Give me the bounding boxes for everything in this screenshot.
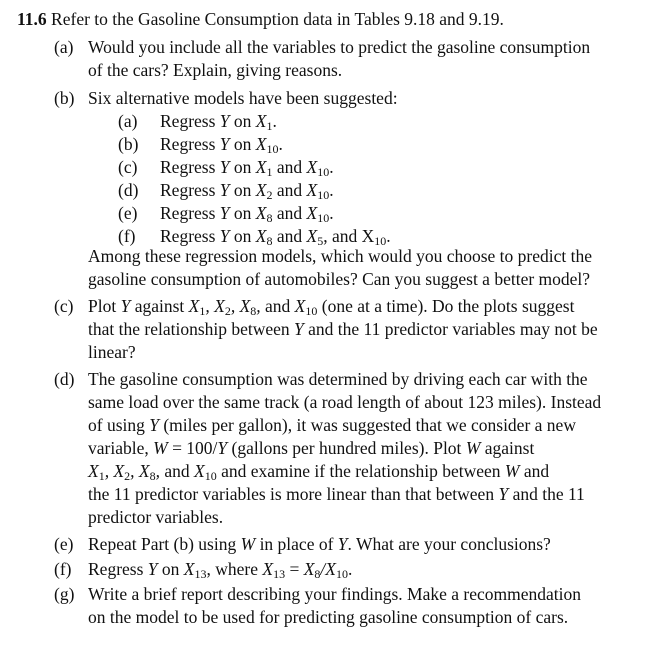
model-label: (c) [118, 157, 138, 177]
model-label: (b) [118, 134, 139, 154]
part-a-line-2: of the cars? Explain, giving reasons. [88, 60, 343, 80]
math-y: Y [149, 415, 159, 435]
model-item: Regress Y on $X_1$. [160, 111, 277, 133]
math-x-list: $X_1$, $X_2$, $X_8$, [188, 296, 261, 318]
text-fragment: = 100/ [172, 438, 218, 458]
math-x10: $X_{10}$ [194, 461, 217, 483]
math-y: Y [147, 559, 158, 579]
model-item: Regress Y on $X_{10}$. [160, 134, 283, 156]
part-g-line-2: on the model to be used for predicting gasoline consumption of cars. [88, 607, 569, 627]
text-fragment: against [134, 296, 185, 316]
text-fragment: Repeat Part (b) using [88, 534, 237, 554]
math-w: W [240, 534, 256, 554]
part-e-label: (e) [54, 534, 74, 554]
part-g-line-1: Write a brief report describing your findings. Make a recommendation [88, 584, 582, 604]
model-item: Regress Y on $X_1$ and $X_{10}$. [160, 157, 334, 179]
model-label: (f) [118, 226, 136, 246]
part-b-line-1: Six alternative models have been suggested: [88, 88, 398, 108]
model-item: Regress Y on $X_8$ and $X_5$, and $X_{10}$. [160, 226, 391, 248]
text-fragment: . What are your conclusions? [347, 534, 551, 554]
part-d-line-3 [88, 414, 576, 436]
math-x13: $X_{13}$ [183, 559, 207, 581]
text-and: and [265, 296, 291, 316]
text-fragment: and the 11 [512, 484, 585, 504]
part-d-line-4 [88, 437, 534, 459]
model-label: (a) [118, 111, 138, 131]
part-b-line-9: gasoline consumption of automobiles? Can you suggest a better model? [88, 269, 591, 289]
text-fragment: variable, [88, 438, 149, 458]
math-x-list: $X_1$, $X_2$, $X_8$, [88, 461, 160, 483]
text-fragment: in place of [259, 534, 334, 554]
problem-header [17, 8, 504, 30]
model-item: Regress Y on $X_8$ and $X_{10}$. [160, 203, 334, 225]
model-item: Regress Y on $X_2$ and $X_{10}$. [160, 180, 334, 202]
part-c-label: (c) [54, 296, 74, 316]
text-fragment: on [161, 559, 180, 579]
part-a-line-1: Would you include all the variables to predict the gasoline consumption [88, 37, 591, 57]
problem-number: 11.6 [17, 9, 47, 29]
text-fragment: and the 11 predictor variables may not be [308, 319, 598, 339]
part-a-label: (a) [54, 37, 74, 57]
text-fragment: Regress [88, 559, 144, 579]
part-d-line-1: The gasoline consumption was determined by driving each car with the [88, 369, 588, 389]
text-fragment: and examine if the relationship between [221, 461, 501, 481]
math-y: Y [120, 296, 131, 316]
part-b-line-8: Among these regression models, which would you choose to predict the [88, 246, 592, 266]
part-d-label: (d) [54, 369, 75, 389]
part-e-line-1 [88, 533, 551, 555]
text-fragment: (miles per gallon), it was suggested that we consider a new [163, 415, 576, 435]
math-w: W [153, 438, 168, 458]
text-fragment: (gallons per hundred miles). Plot [231, 438, 462, 458]
problem-intro: Refer to the Gasoline Consumption data in Tables 9.18 and 9.19. [51, 9, 504, 29]
part-c-line-3: linear? [88, 342, 136, 362]
math-y: Y [337, 534, 348, 554]
text-fragment: = [289, 559, 300, 579]
text-fragment: against [484, 438, 535, 458]
math-x13: $X_{13}$ [262, 559, 286, 581]
part-f-line-1 [88, 558, 352, 585]
part-d-line-6 [88, 483, 585, 505]
math-y: Y [498, 484, 509, 504]
text-fragment: that the relationship between [88, 319, 290, 339]
model-label: (d) [118, 180, 139, 200]
text-fragment: Plot [88, 296, 117, 316]
part-f-label: (f) [54, 559, 72, 579]
part-d-line-7: predictor variables. [88, 507, 224, 527]
text-fragment: of using [88, 415, 145, 435]
text-fragment: (one at a time). Do the plots suggest [321, 296, 575, 316]
math-w: W [465, 438, 481, 458]
part-g-label: (g) [54, 584, 75, 604]
text-fragment: and [164, 461, 190, 481]
part-c-line-2 [88, 318, 598, 340]
math-w: W [504, 461, 520, 481]
math-x10: $X_{10}$ [294, 296, 318, 318]
math-y: Y [294, 319, 304, 339]
part-d-line-2: same load over the same track (a road length of about 123 miles). Instead [88, 392, 602, 412]
model-label: (e) [118, 203, 138, 223]
text-fragment: and [523, 461, 550, 481]
text-fragment: , where [206, 559, 258, 579]
part-b-label: (b) [54, 88, 75, 108]
math-y: Y [217, 438, 228, 458]
text-fragment: . [347, 559, 353, 579]
text-fragment: the 11 predictor variables is more linear than that between [88, 484, 495, 504]
math-x8-over-x10: $X_8/X_{10}$ [303, 559, 348, 581]
